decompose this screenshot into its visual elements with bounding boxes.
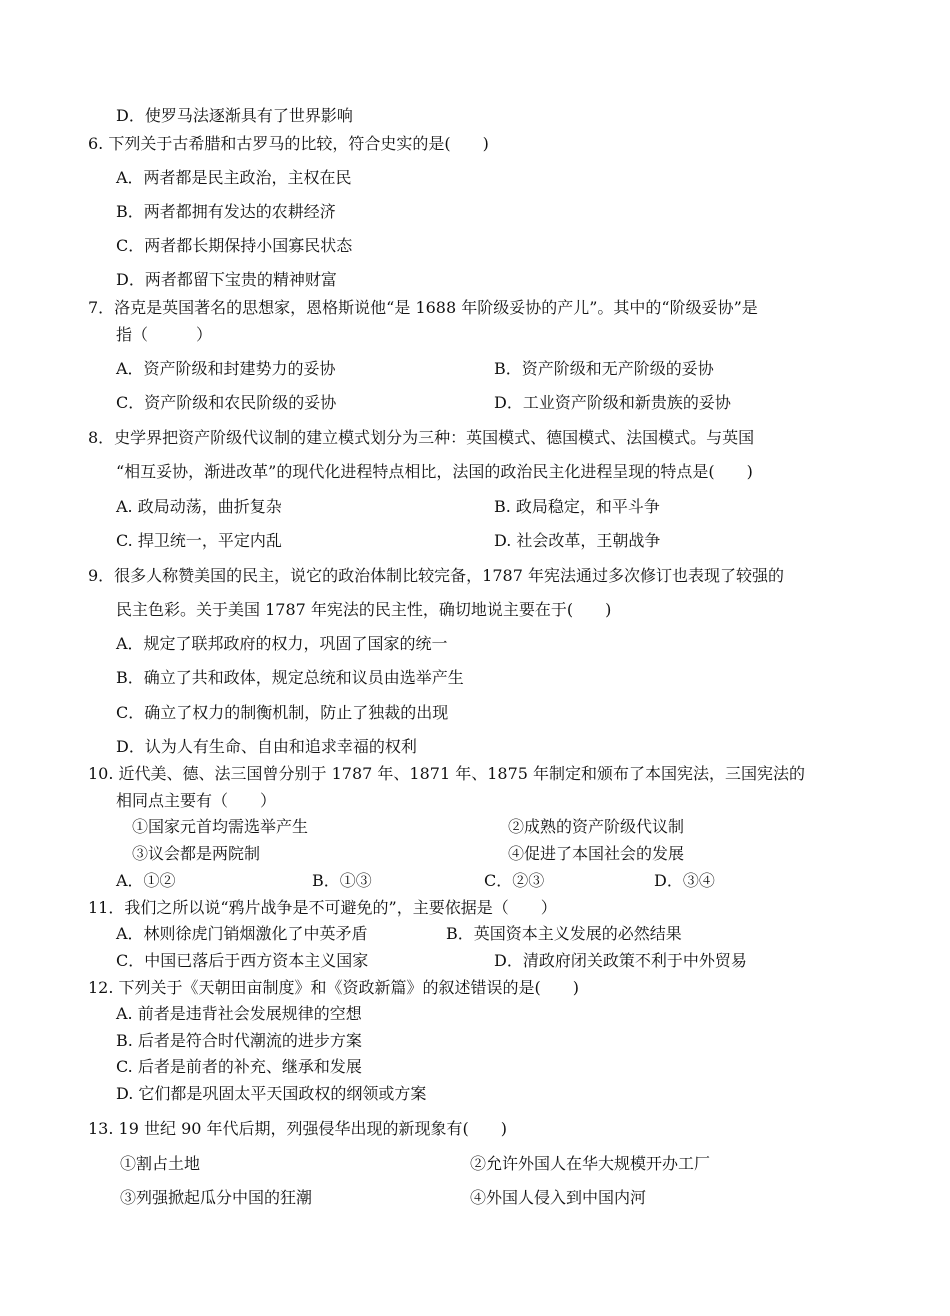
q8-option-b: B. 政局稳定，和平斗争 — [494, 497, 660, 516]
q6-option-c: C．两者都长期保持小国寡民状态 — [116, 236, 353, 255]
q7-option-b: B．资产阶级和无产阶级的妥协 — [494, 359, 714, 378]
q6-option-b: B．两者都拥有发达的农耕经济 — [116, 202, 336, 221]
q5-option-d: D．使罗马法逐渐具有了世界影响 — [116, 106, 353, 125]
q12-stem: 12. 下列关于《天朝田亩制度》和《资政新篇》的叙述错误的是( ) — [88, 978, 580, 997]
q8-stem-line1: 8．史学界把资产阶级代议制的建立模式划分为三种：英国模式、德国模式、法国模式。与英国 — [88, 428, 755, 447]
q11-stem: 11．我们之所以说“鸦片战争是不可避免的”，主要依据是（ ） — [88, 898, 557, 917]
q12-option-a: A. 前者是违背社会发展规律的空想 — [116, 1004, 362, 1023]
q9-stem-line2: 民主色彩。关于美国 1787 年宪法的民主性，确切地说主要在于( ) — [116, 600, 612, 619]
q10-option-c: C．②③ — [484, 871, 545, 890]
q7-option-d: D．工业资产阶级和新贵族的妥协 — [494, 393, 731, 412]
q10-stem-line1: 10. 近代美、德、法三国曾分别于 1787 年、1871 年、1875 年制定和颁布了本国宪法，三国宪法的 — [88, 764, 806, 783]
q9-option-a: A．规定了联邦政府的权力，巩固了国家的统一 — [116, 634, 448, 653]
q6-stem: 6. 下列关于古希腊和古罗马的比较，符合史实的是( ) — [88, 134, 489, 153]
q11-option-c: C．中国已落后于西方资本主义国家 — [116, 951, 369, 970]
q7-option-a: A．资产阶级和封建势力的妥协 — [116, 359, 336, 378]
q10-option-d: D．③④ — [654, 871, 715, 890]
q10-stem-line2: 相同点主要有（ ） — [116, 791, 277, 810]
q11-option-a: A．林则徐虎门销烟激化了中英矛盾 — [116, 924, 368, 943]
q12-option-b: B. 后者是符合时代潮流的进步方案 — [116, 1031, 362, 1050]
q9-option-b: B．确立了共和政体，规定总统和议员由选举产生 — [116, 668, 464, 687]
q13-item-3: ③列强掀起瓜分中国的狂潮 — [120, 1188, 313, 1207]
q13-stem: 13. 19 世纪 90 年代后期，列强侵华出现的新现象有( ) — [88, 1119, 507, 1138]
q10-item-2: ②成熟的资产阶级代议制 — [508, 817, 685, 836]
q8-option-d: D. 社会改革，王朝战争 — [494, 531, 661, 550]
q8-option-a: A. 政局动荡，曲折复杂 — [116, 497, 282, 516]
q9-option-d: D．认为人有生命、自由和追求幸福的权利 — [116, 737, 417, 756]
q9-stem-line1: 9．很多人称赞美国的民主，说它的政治体制比较完备，1787 年宪法通过多次修订也表现了较强的 — [88, 566, 784, 585]
q13-item-1: ①割占土地 — [120, 1154, 201, 1173]
q7-stem-line2: 指（ ） — [116, 325, 213, 344]
q13-item-4: ④外国人侵入到中国内河 — [470, 1188, 647, 1207]
q12-option-c: C. 后者是前者的补充、继承和发展 — [116, 1057, 362, 1076]
q13-item-2: ②允许外国人在华大规模开办工厂 — [470, 1154, 711, 1173]
q8-option-c: C. 捍卫统一，平定内乱 — [116, 531, 282, 550]
q8-stem-line2: “相互妥协，渐进改革”的现代化进程特点相比，法国的政治民主化进程呈现的特点是( ) — [116, 462, 753, 481]
q12-option-d: D. 它们都是巩固太平天国政权的纲领或方案 — [116, 1084, 427, 1103]
q6-option-d: D．两者都留下宝贵的精神财富 — [116, 270, 337, 289]
q10-item-3: ③议会都是两院制 — [132, 844, 261, 863]
q11-option-d: D．清政府闭关政策不利于中外贸易 — [494, 951, 747, 970]
q11-option-b: B．英国资本主义发展的必然结果 — [446, 924, 682, 943]
q9-option-c: C．确立了权力的制衡机制，防止了独裁的出现 — [116, 703, 449, 722]
q10-item-4: ④促进了本国社会的发展 — [508, 844, 685, 863]
q10-option-b: B．①③ — [312, 871, 372, 890]
q7-stem-line1: 7．洛克是英国著名的思想家，恩格斯说他“是 1688 年阶级妥协的产儿”。其中的“阶级妥协”是 — [88, 298, 758, 317]
q7-option-c: C．资产阶级和农民阶级的妥协 — [116, 393, 337, 412]
q6-option-a: A．两者都是民主政治，主权在民 — [116, 168, 352, 187]
q10-option-a: A．①② — [116, 871, 176, 890]
q10-item-1: ①国家元首均需选举产生 — [132, 817, 309, 836]
